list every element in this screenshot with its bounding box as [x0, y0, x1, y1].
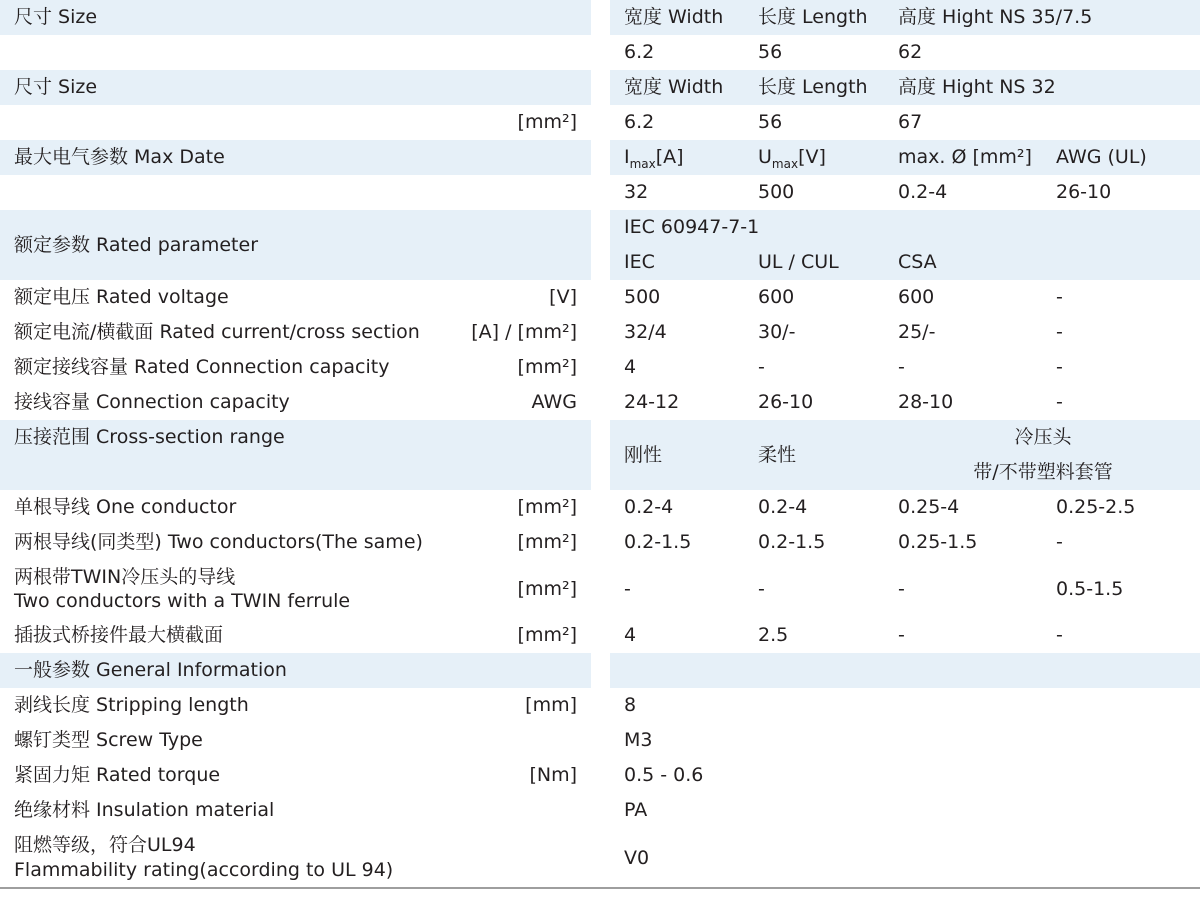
row-unit: [V] — [549, 286, 577, 308]
cell-col1: 4 — [624, 356, 637, 378]
table-row — [0, 653, 1200, 688]
cell-col4: 0.25-2.5 — [1056, 496, 1136, 518]
cell-col3: - — [898, 624, 905, 646]
cell-col1: 宽度 Width — [624, 76, 724, 98]
row-label: 额定接线容量 Rated Connection capacity — [14, 356, 390, 378]
row-unit: AWG — [531, 391, 577, 413]
cell-col3: max. Ø [mm²] — [898, 146, 1032, 168]
flammability-row — [0, 828, 1200, 887]
table-row — [0, 140, 1200, 175]
cell-col1: 32/4 — [624, 321, 667, 343]
row-unit: [mm²] — [517, 624, 577, 646]
table-row — [0, 175, 1200, 210]
cell-col1: - — [624, 578, 631, 600]
cell-col3: 67 — [898, 111, 923, 133]
row-label: 螺钉类型 Screw Type — [14, 729, 203, 751]
table-row — [0, 315, 1200, 350]
cross-section-row — [0, 420, 1200, 490]
cell-col4: 26-10 — [1056, 181, 1112, 203]
cell-col3: - — [898, 356, 905, 378]
cell-col1: 宽度 Width — [624, 6, 724, 28]
cell-col1: V0 — [624, 847, 650, 869]
table-row — [0, 105, 1200, 140]
cell-col3: 0.25-4 — [898, 496, 960, 518]
row-label: 额定电压 Rated voltage — [14, 286, 229, 308]
row-shade-right — [610, 653, 1200, 688]
cell-col1: 500 — [624, 286, 661, 308]
cell-col3: CSA — [898, 251, 937, 273]
insulation-row — [0, 793, 1200, 828]
row-unit: [mm²] — [517, 111, 577, 133]
row-label: 一般参数 General Information — [14, 659, 287, 681]
cell-col2: 600 — [758, 286, 795, 308]
umax-subscript: max — [771, 156, 799, 171]
table-row — [0, 385, 1200, 420]
cell-col1: 0.2-1.5 — [624, 531, 692, 553]
cell-col2: 500 — [758, 181, 795, 203]
cell-col1: 8 — [624, 694, 637, 716]
cell-col3: 62 — [898, 41, 923, 63]
cell-col4: - — [1056, 356, 1063, 378]
cell-col2: UL / CUL — [758, 251, 839, 273]
standard-label: IEC 60947-7-1 — [624, 216, 760, 238]
cell-col1: 4 — [624, 624, 637, 646]
row-label: 尺寸 Size — [14, 6, 98, 28]
row-unit: [mm²] — [517, 578, 577, 600]
cell-col2: 56 — [758, 41, 783, 63]
rated-parameter-row — [0, 210, 1200, 280]
table-row — [0, 350, 1200, 385]
umax-unit: [V] — [798, 146, 826, 168]
row-label: 接线容量 Connection capacity — [14, 391, 290, 413]
table-row — [0, 525, 1200, 560]
cell-col2: 30/- — [758, 321, 796, 343]
table-row — [0, 70, 1200, 105]
row-unit: [mm²] — [517, 531, 577, 553]
umax-header — [758, 145, 826, 169]
row-label: 最大电气参数 Max Date — [14, 146, 225, 168]
cell-col2: 26-10 — [758, 391, 814, 413]
row-label: 两根导线(同类型) Two conductors(The same) — [14, 531, 423, 553]
row-label: 剥线长度 Stripping length — [14, 694, 249, 716]
cell-col4: - — [1056, 624, 1063, 646]
cell-col3: 28-10 — [898, 391, 954, 413]
ferrule-header-line1: 冷压头 — [1014, 426, 1072, 448]
cell-col3: - — [898, 578, 905, 600]
twin-ferrule-row — [0, 560, 1200, 618]
row-unit: [mm²] — [517, 496, 577, 518]
row-label: 额定参数 Rated parameter — [14, 234, 259, 256]
bottom-rule — [0, 887, 1200, 889]
row-label-line2: Flammability rating(according to UL 94) — [14, 859, 394, 881]
cell-col4: AWG (UL) — [1056, 146, 1147, 168]
cell-col1: IEC — [624, 251, 655, 273]
cell-col3: 600 — [898, 286, 935, 308]
cell-col4: - — [1056, 531, 1063, 553]
table-row — [0, 0, 1200, 35]
cell-col3: 25/- — [898, 321, 936, 343]
cell-col1: 6.2 — [624, 111, 655, 133]
imax-subscript: max — [629, 156, 656, 171]
table-row — [0, 35, 1200, 70]
cell-col1: PA — [624, 799, 648, 821]
cell-col3: 0.2-4 — [898, 181, 948, 203]
cell-col1: 24-12 — [624, 391, 680, 413]
cell-col4: - — [1056, 391, 1063, 413]
table-row — [0, 280, 1200, 315]
row-unit: [mm²] — [517, 356, 577, 378]
cell-col3: 高度 Hight NS 35/7.5 — [898, 6, 1093, 28]
table-row — [0, 688, 1200, 723]
row-label-line1: 阻燃等级，符合UL94 — [14, 834, 196, 856]
cell-col1: 32 — [624, 181, 649, 203]
cell-col2: - — [758, 578, 765, 600]
imax-header — [624, 145, 684, 169]
row-label: 绝缘材料 Insulation material — [14, 799, 275, 821]
table-row — [0, 490, 1200, 525]
cell-col2: 柔性 — [758, 444, 797, 466]
table-row — [0, 618, 1200, 653]
cell-col1: 0.5 - 0.6 — [624, 764, 704, 786]
cell-col4: - — [1056, 286, 1063, 308]
cell-col1: M3 — [624, 729, 653, 751]
cell-col4: - — [1056, 321, 1063, 343]
row-label: 压接范围 Cross-section range — [14, 426, 285, 448]
cell-col1: 0.2-4 — [624, 496, 674, 518]
table-row — [0, 758, 1200, 793]
row-label: 尺寸 Size — [14, 76, 98, 98]
cell-col1: 刚性 — [624, 444, 663, 466]
imax-unit: [A] — [655, 146, 684, 168]
cell-col2: 56 — [758, 111, 783, 133]
cell-col3: 0.25-1.5 — [898, 531, 978, 553]
cell-col4: 0.5-1.5 — [1056, 578, 1124, 600]
ferrule-header-line2: 带/不带塑料套管 — [973, 461, 1113, 483]
cell-col2: - — [758, 356, 765, 378]
row-unit: [Nm] — [529, 764, 577, 786]
imax-symbol: I — [624, 146, 630, 168]
row-unit: [A] / [mm²] — [471, 321, 577, 343]
cell-col2: 长度 Length — [758, 76, 868, 98]
row-label: 紧固力矩 Rated torque — [14, 764, 221, 786]
cell-col2: 0.2-1.5 — [758, 531, 826, 553]
row-label: 额定电流/横截面 Rated current/cross section — [14, 321, 420, 343]
table-row — [0, 723, 1200, 758]
cell-col2: 2.5 — [758, 624, 789, 646]
cell-col2: 长度 Length — [758, 6, 868, 28]
row-unit: [mm] — [525, 694, 577, 716]
cell-col1: 6.2 — [624, 41, 655, 63]
row-label-line1: 两根带TWIN冷压头的导线 — [14, 566, 236, 588]
cell-col3: 高度 Hight NS 32 — [898, 76, 1056, 98]
umax-symbol: U — [758, 146, 772, 168]
row-label: 插拔式桥接件最大横截面 — [14, 624, 224, 646]
cell-col2: 0.2-4 — [758, 496, 808, 518]
row-label: 单根导线 One conductor — [14, 496, 237, 518]
row-label-line2: Two conductors with a TWIN ferrule — [14, 590, 351, 612]
